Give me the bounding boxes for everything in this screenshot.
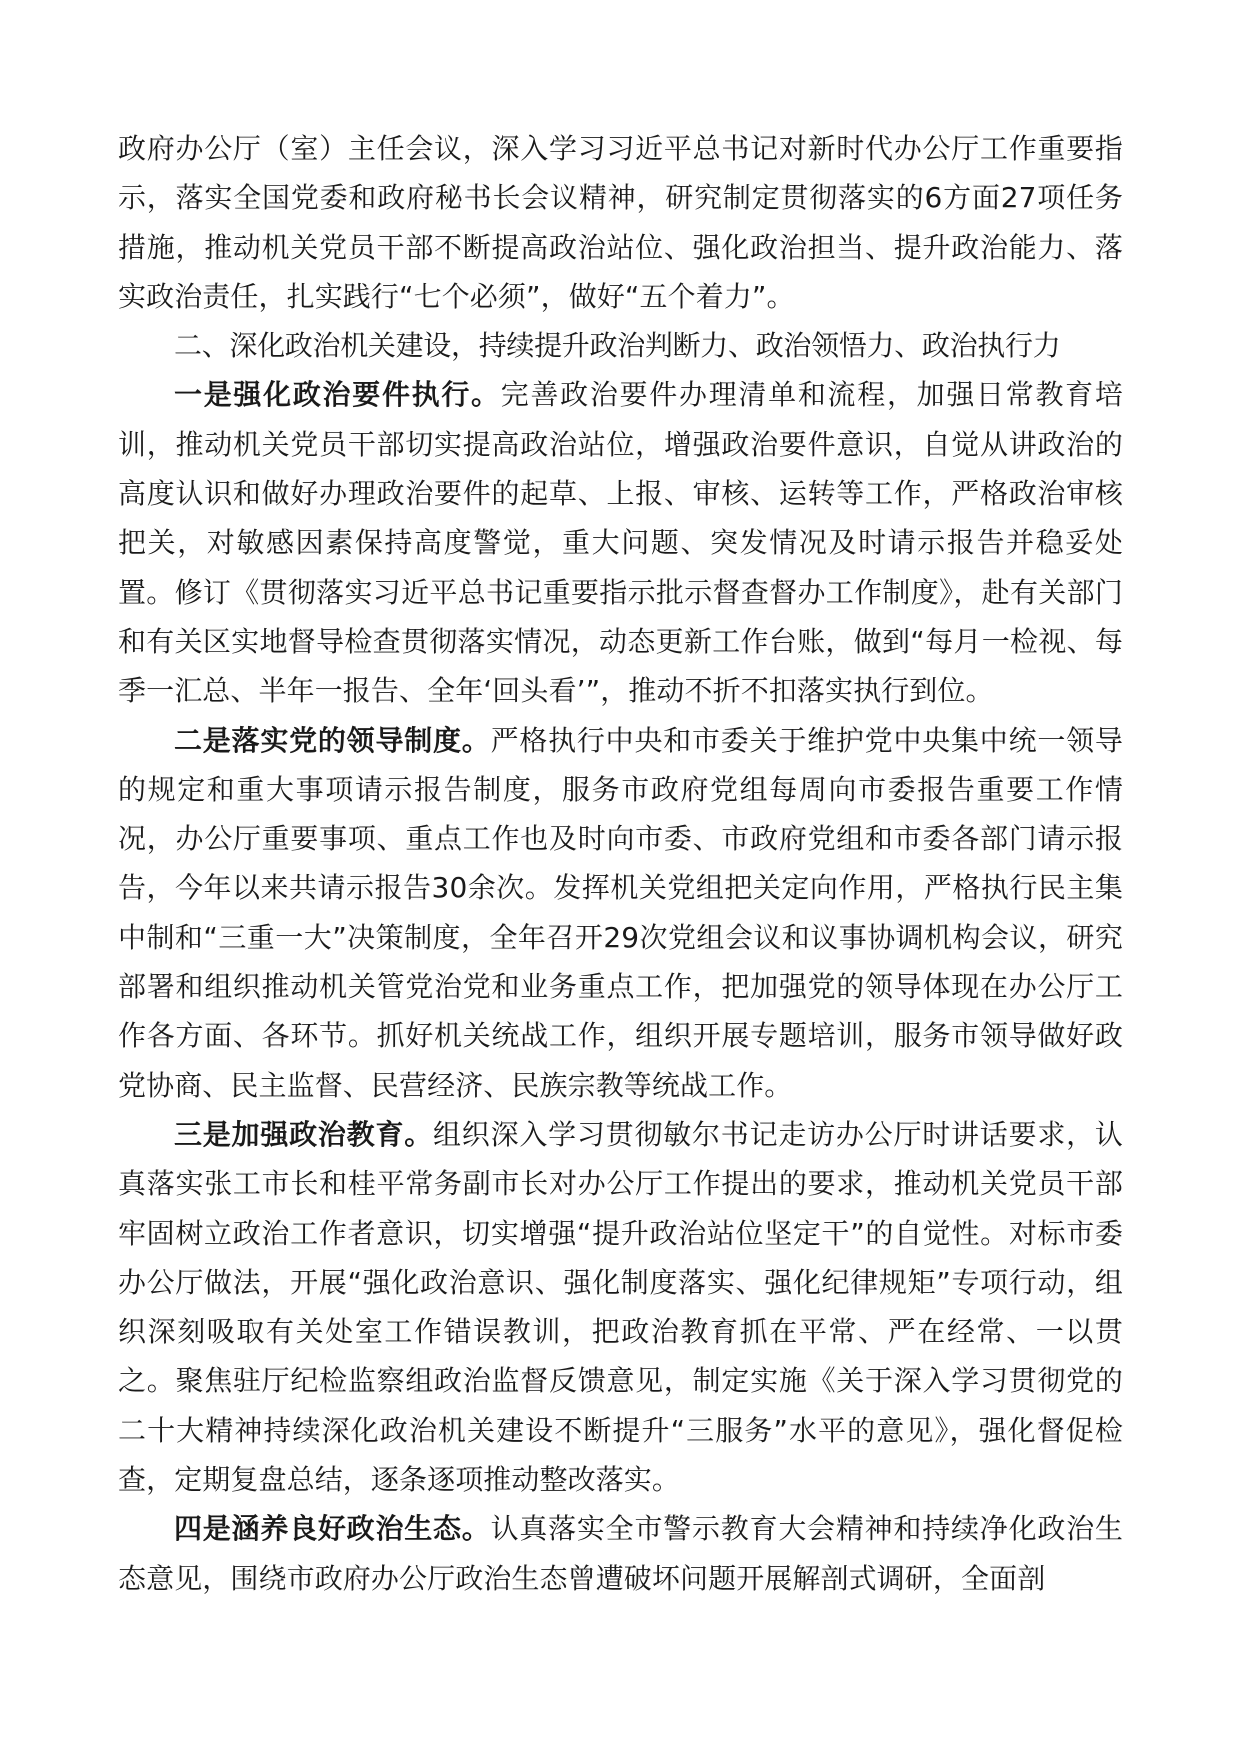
paragraph-political-education	[118, 1110, 1123, 1504]
paragraph-body: 认真落实全市警示教育大会精神和持续净化政治生态意见，围绕市政府办公厅政治生态曾遭破坏问题开展解剖式调研，全面剖	[118, 1512, 1123, 1595]
paragraph-lead: 二是落实党的领导制度。	[174, 723, 491, 757]
paragraph-lead: 一是强化政治要件执行。	[174, 378, 501, 412]
paragraph-body: 完善政治要件办理清单和流程，加强日常教育培训，推动机关党员干部切实提高政治站位，增强政治要件意识，自觉从讲政治的高度认识和做好办理政治要件的起草、上报、审核、运转等工作，严格政治审核把关，对敏感因素保持高度警觉，重大问题、突发情况及时请示报告并稳妥处置。修订《贯彻落实习近平总书记重要指示批示督查督办工作制度》，赴有关部门和有关区实地督导检查贯彻落实情况，动态更新工作台账，做到“每月一检视、每季一汇总、半年一报告、全年‘回头看’”，推动不折不扣落实执行到位。	[118, 378, 1123, 708]
paragraph-lead: 三是加强政治教育。	[174, 1117, 434, 1151]
paragraph-party-leadership	[118, 716, 1123, 1110]
paragraph-body: 严格执行中央和市委关于维护党中央集中统一领导的规定和重大事项请示报告制度，服务市政府党组每周向市委报告重要工作情况，办公厅重要事项、重点工作也及时向市委、市政府党组和市委各部门请示报告，今年以来共请示报告30余次。发挥机关党组把关定向作用，严格执行民主集中制和“三重一大”决策制度，全年召开29次党组会议和议事协调机构会议，研究部署和组织推动机关管党治党和业务重点工作，把加强党的领导体现在办公厅工作各方面、各环节。抓好机关统战工作，组织开展专题培训，服务市领导做好政党协商、民主监督、民营经济、民族宗教等统战工作。	[118, 723, 1123, 1102]
paragraph-lead: 四是涵养良好政治生态。	[174, 1512, 491, 1546]
continued-paragraph: 政府办公厅（室）主任会议，深入学习习近平总书记对新时代办公厅工作重要指示，落实全国党委和政府秘书长会议精神，研究制定贯彻落实的6方面27项任务措施，推动机关党员干部不断提高政治站位、强化政治担当、提升政治能力、落实政治责任，扎实践行“七个必须”，做好“五个着力”。	[118, 132, 1123, 313]
paragraph-political-ecology	[118, 1504, 1123, 1603]
paragraph-political-documents	[118, 370, 1123, 715]
section-heading: 二、深化政治机关建设，持续提升政治判断力、政治领悟力、政治执行力	[174, 329, 1061, 363]
paragraph-body: 组织深入学习贯彻敏尔书记走访办公厅时讲话要求，认真落实张工市长和桂平常务副市长对办公厅工作提出的要求，推动机关党员干部牢固树立政治工作者意识，切实增强“提升政治站位坚定干”的自觉性。对标市委办公厅做法，开展“强化政治意识、强化制度落实、强化纪律规矩”专项行动，组织深刻吸取有关处室工作错误教训，把政治教育抓在平常、严在经常、一以贯之。聚焦驻厅纪检监察组政治监督反馈意见，制定实施《关于深入学习贯彻党的二十大精神持续深化政治机关建设不断提升“三服务”水平的意见》，强化督促检查，定期复盘总结，逐条逐项推动整改落实。	[118, 1117, 1124, 1497]
document-page	[118, 124, 1123, 1603]
